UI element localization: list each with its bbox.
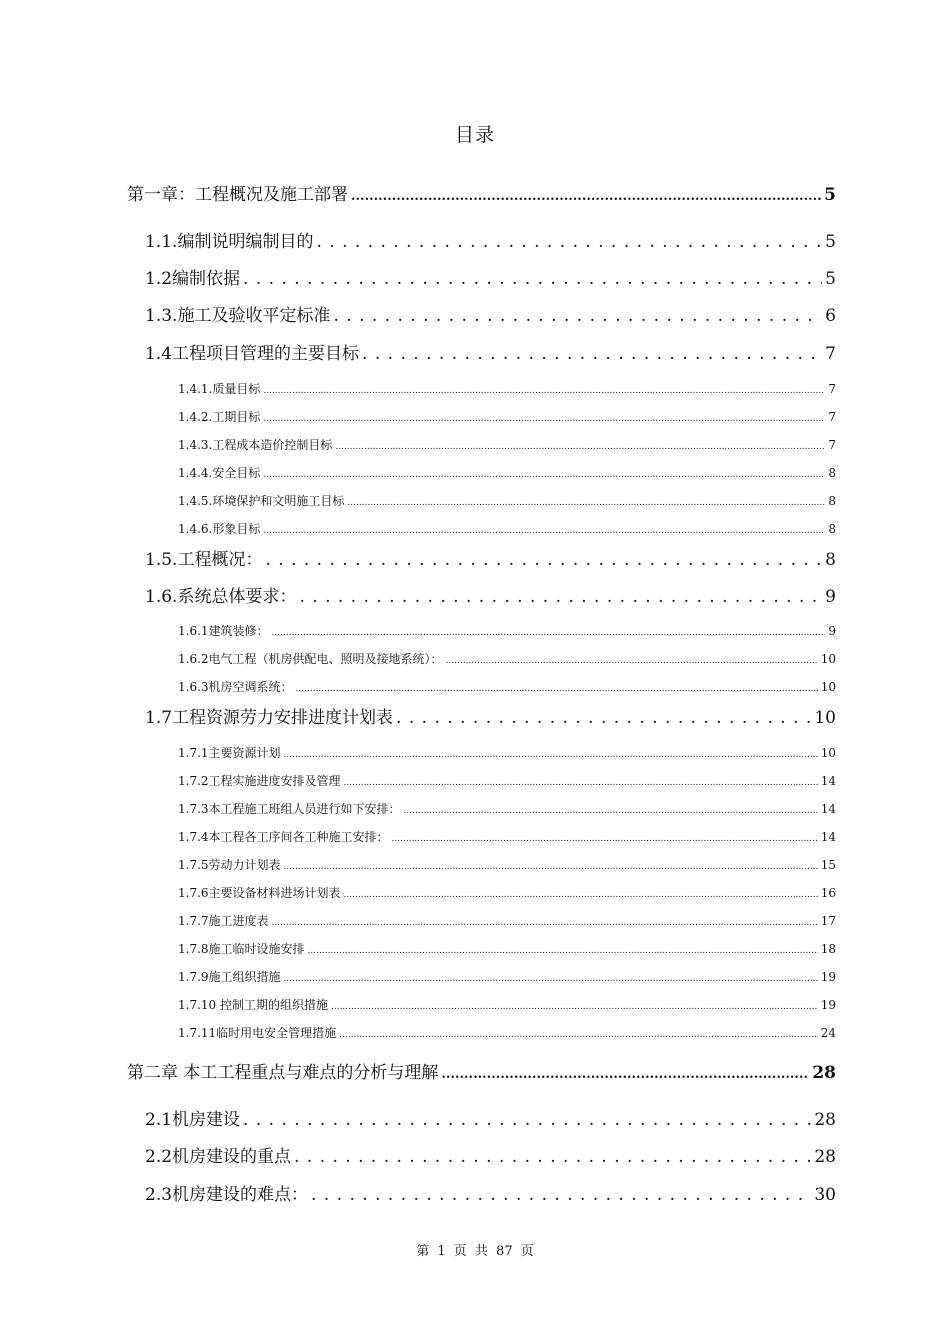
dot-leader: [311, 1185, 811, 1205]
toc-entry-page: 18: [820, 942, 836, 956]
toc-entry-subsection[interactable]: [178, 800, 836, 817]
toc-entry-page: 24: [820, 1026, 836, 1040]
toc-entry-page: 15: [820, 858, 836, 872]
toc-entry-page: 10: [820, 680, 836, 694]
dot-leader: [362, 344, 822, 364]
dot-leader: [396, 708, 811, 728]
toc-entry-subsection[interactable]: [178, 940, 836, 957]
toc-entry-section[interactable]: [145, 227, 836, 252]
toc-entry-subsection[interactable]: [178, 996, 836, 1013]
dot-leader: [351, 189, 821, 204]
toc-entry-label: 1.6.1建筑装修：: [178, 624, 269, 638]
dot-leader: [333, 306, 822, 326]
dot-leader: [441, 1067, 809, 1082]
toc-entry-label: 1.7.10 控制工期的组织措施: [178, 998, 328, 1012]
dot-leader: [347, 498, 825, 508]
toc-entry-label: 1.6.3机房空调系统：: [178, 680, 293, 694]
toc-entry-page: 5: [825, 232, 836, 252]
toc-entry-label: 1.7.9施工组织措施: [178, 970, 281, 984]
dot-leader: [243, 1110, 811, 1130]
dot-leader: [296, 684, 818, 694]
toc-entry-page: 10: [814, 708, 836, 728]
toc-entry-section[interactable]: [145, 1142, 836, 1167]
toc-entry-page: 8: [828, 522, 836, 536]
toc-entry-page: 16: [820, 886, 836, 900]
toc-title: 目录: [454, 124, 495, 146]
toc-entry-label: 1.4.6.形象目标: [178, 522, 261, 536]
dot-leader: [404, 806, 818, 816]
toc-entry-label: 1.4工程项目管理的主要目标: [145, 344, 360, 364]
dot-leader: [339, 1030, 818, 1040]
dot-leader: [392, 834, 818, 844]
toc-entry-label: 1.7.4本工程各工序间各工种施工安排：: [178, 830, 389, 844]
toc-entry-label: 1.7.2工程实施进度安排及管理: [178, 774, 341, 788]
toc-entry-label: 第二章 本工工程重点与难点的分析与理解: [127, 1063, 439, 1083]
dot-leader: [316, 232, 822, 252]
toc-entry-label: 1.4.1.质量目标: [178, 382, 261, 396]
toc-entry-section[interactable]: [145, 339, 836, 364]
toc-entry-section[interactable]: [145, 1105, 836, 1130]
toc-entry-label: 1.6.2电气工程（机房供配电、照明及接地系统）：: [178, 652, 443, 666]
toc-entry-page: 8: [825, 550, 836, 570]
toc-entry-subsection[interactable]: [178, 744, 836, 761]
toc-entry-page: 7: [828, 382, 836, 396]
toc-entry-label: 1.7.3本工程施工班组人员进行如下安排：: [178, 802, 401, 816]
toc-entry-subsection[interactable]: [178, 492, 836, 509]
toc-entry-label: 1.7.7施工进度表: [178, 914, 269, 928]
dot-leader: [263, 386, 825, 396]
toc-entry-label: 1.7.5劳动力计划表: [178, 858, 281, 872]
toc-entry-page: 30: [814, 1185, 836, 1205]
toc-entry-label: 1.7.6主要设备材料进场计划表: [178, 886, 341, 900]
dot-leader: [263, 470, 825, 480]
dot-leader: [263, 526, 825, 536]
toc-entry-label: 2.2机房建设的重点: [145, 1147, 292, 1167]
toc-entry-page: 8: [828, 466, 836, 480]
dot-leader: [446, 656, 818, 666]
dot-leader: [331, 1002, 818, 1012]
toc-entry-page: 28: [814, 1110, 836, 1130]
toc-entry-label: 1.7工程资源劳力安排进度计划表: [145, 708, 394, 728]
toc-entry-page: 28: [814, 1147, 836, 1167]
toc-entry-page: 19: [820, 970, 836, 984]
toc-entry-label: 1.3.施工及验收平定标准: [145, 306, 331, 326]
toc-entry-page: 5: [825, 269, 836, 289]
toc-entry-page: 14: [820, 774, 836, 788]
toc-entry-subsection[interactable]: [178, 968, 836, 985]
dot-leader: [294, 1147, 811, 1167]
dot-leader: [272, 918, 818, 928]
toc-entry-subsection[interactable]: [178, 520, 836, 537]
toc-entry-page: 7: [825, 344, 836, 364]
dot-leader: [263, 414, 825, 424]
toc-entry-page: 14: [820, 830, 836, 844]
toc-entry-label: 1.2编制依据: [145, 269, 241, 289]
page-footer: 第 1 页 共 87 页: [416, 1244, 534, 1259]
toc-entry-chapter-2[interactable]: [127, 1058, 836, 1083]
toc-entry-label: 1.7.8施工临时设施安排: [178, 942, 305, 956]
dot-leader: [299, 587, 822, 607]
toc-entry-page: 14: [820, 802, 836, 816]
toc-entry-section[interactable]: [145, 301, 836, 326]
toc-entry-chapter-1[interactable]: [127, 180, 836, 205]
toc-entry-page: 10: [820, 652, 836, 666]
dot-leader: [272, 628, 826, 638]
toc-entry-label: 1.4.2.工期目标: [178, 410, 261, 424]
toc-entry-section[interactable]: [145, 703, 836, 728]
dot-leader: [265, 550, 822, 570]
toc-entry-page: 7: [828, 438, 836, 452]
dot-leader: [284, 974, 818, 984]
toc-entry-page: 6: [825, 306, 836, 326]
toc-entry-label: 2.3机房建设的难点：: [145, 1185, 309, 1205]
toc-entry-subsection[interactable]: [178, 464, 836, 481]
toc-entry-label: 1.7.11临时用电安全管理措施: [178, 1026, 337, 1040]
toc-entry-section[interactable]: [145, 1180, 836, 1205]
toc-entry-subsection[interactable]: [178, 772, 836, 789]
toc-entry-section[interactable]: [145, 582, 836, 607]
toc-entry-subsection[interactable]: [178, 884, 836, 901]
toc-entry-label: 1.4.5.环境保护和文明施工目标: [178, 494, 345, 508]
toc-entry-section[interactable]: [145, 545, 836, 570]
toc-entry-label: 1.7.1主要资源计划: [178, 746, 281, 760]
dot-leader: [284, 750, 818, 760]
toc-entry-label: 1.6.系统总体要求：: [145, 587, 297, 607]
dot-leader: [308, 946, 818, 956]
dot-leader: [344, 778, 818, 788]
toc-entry-page: 7: [828, 410, 836, 424]
toc-entry-page: 10: [820, 746, 836, 760]
dot-leader: [243, 269, 822, 289]
toc-entry-label: 1.5.工程概况：: [145, 550, 263, 570]
toc-entry-label: 1.1.编制说明编制目的: [145, 232, 314, 252]
toc-entry-page: 17: [820, 914, 836, 928]
toc-entry-subsection[interactable]: [178, 650, 836, 667]
toc-entry-subsection[interactable]: [178, 678, 836, 695]
toc-entry-subsection[interactable]: [178, 622, 836, 639]
toc-entry-subsection[interactable]: [178, 828, 836, 845]
toc-entry-section[interactable]: [145, 264, 836, 289]
toc-entry-label: 第一章：工程概况及施工部署: [127, 185, 348, 205]
toc-entry-page: 28: [812, 1063, 836, 1083]
toc-entry-page: 19: [820, 998, 836, 1012]
toc-entry-subsection[interactable]: [178, 436, 836, 453]
toc-entry-subsection[interactable]: [178, 408, 836, 425]
dot-leader: [344, 890, 818, 900]
toc-entry-subsection[interactable]: [178, 912, 836, 929]
toc-entry-subsection[interactable]: [178, 1024, 836, 1041]
toc-entry-label: 1.4.3.工程成本造价控制目标: [178, 438, 333, 452]
toc-entry-subsection[interactable]: [178, 856, 836, 873]
toc-entry-page: 5: [824, 185, 836, 205]
toc-entry-label: 2.1机房建设: [145, 1110, 241, 1130]
toc-entry-label: 1.4.4.安全目标: [178, 466, 261, 480]
toc-entry-page: 9: [828, 624, 836, 638]
dot-leader: [335, 442, 825, 452]
toc-entry-subsection[interactable]: [178, 380, 836, 397]
toc-entry-page: 8: [828, 494, 836, 508]
toc-entry-page: 9: [825, 587, 836, 607]
dot-leader: [284, 862, 818, 872]
